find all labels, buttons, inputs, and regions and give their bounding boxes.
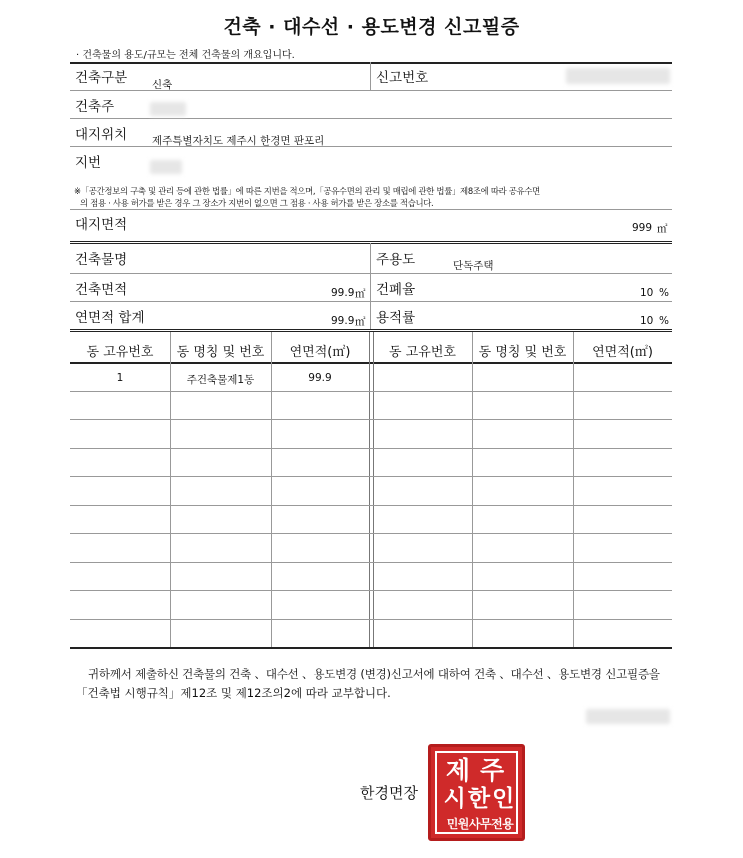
total-floor-area-label: 연면적 합계 bbox=[75, 310, 145, 326]
table-header-floor-area: 연면적(㎡) bbox=[289, 345, 351, 360]
site-location-label: 대지위치 bbox=[75, 127, 128, 143]
table-row-line bbox=[70, 533, 672, 534]
floor-area-ratio-value: 10 bbox=[640, 315, 654, 327]
redacted-lot-number bbox=[150, 160, 182, 174]
row-divider bbox=[70, 273, 672, 274]
seal-text-line2: 시한인 bbox=[443, 785, 517, 812]
report-number-label: 신고번호 bbox=[376, 70, 429, 86]
building-area-unit: ㎡ bbox=[355, 288, 366, 300]
site-location-value: 제주특별자치도 제주시 한경면 판포리 bbox=[152, 135, 325, 147]
issuer-name: 한경면장 bbox=[360, 784, 418, 802]
table-row-line bbox=[70, 505, 672, 506]
table-row-line bbox=[70, 590, 672, 591]
footer-statement-line2: 「건축법 시행규칙」제12조 및 제12조의2에 따라 교부합니다. bbox=[76, 686, 391, 700]
table-header-building-name: 동 명칭 및 번호 bbox=[176, 345, 265, 360]
building-area-label: 건축면적 bbox=[75, 282, 128, 298]
column-divider bbox=[370, 62, 371, 90]
construction-type-value: 신축 bbox=[152, 79, 173, 91]
table-header-border bbox=[70, 362, 672, 364]
lot-note-line1: ※「공간정보의 구축 및 관리 등에 관한 법률」에 따른 지번을 적으며,「공유수면의 관리 및 매립에 관한 법률」제8조에 따라 공유수면 bbox=[74, 186, 540, 196]
owner-label: 건축주 bbox=[75, 99, 115, 115]
row-divider bbox=[70, 209, 672, 210]
construction-type-label: 건축구분 bbox=[75, 70, 128, 86]
site-area-unit: ㎡ bbox=[657, 223, 668, 235]
table-header-building-id: 동 고유번호 bbox=[86, 345, 154, 360]
building-name-label: 건축물명 bbox=[75, 252, 128, 268]
main-use-label: 주용도 bbox=[376, 252, 416, 268]
table-bottom-border bbox=[70, 647, 672, 649]
table-row-line bbox=[70, 562, 672, 563]
column-divider bbox=[370, 243, 371, 329]
redacted-report-number bbox=[566, 68, 670, 84]
official-seal bbox=[428, 744, 525, 841]
top-border bbox=[70, 62, 672, 64]
table-column-line bbox=[373, 332, 374, 648]
total-floor-area-unit: ㎡ bbox=[355, 316, 366, 328]
table-top-border bbox=[70, 329, 672, 332]
site-area-value: 999 bbox=[632, 222, 653, 234]
table-row-line bbox=[70, 419, 672, 420]
row-divider bbox=[70, 118, 672, 119]
seal-text-line1: 제주 bbox=[445, 756, 515, 785]
coverage-unit: % bbox=[659, 287, 669, 299]
table-header-floor-area-2: 연면적(㎡) bbox=[592, 345, 653, 360]
site-area-label: 대지면적 bbox=[75, 217, 128, 233]
table-header-building-name-2: 동 명칭 및 번호 bbox=[478, 345, 567, 360]
total-floor-area-value: 99.9 bbox=[331, 315, 355, 327]
coverage-label: 건폐율 bbox=[376, 282, 416, 298]
seal-text-line3: 민원사무전용 bbox=[446, 817, 514, 831]
lot-note-line2: 의 점용 · 사용 허가를 받은 경우 그 장소가 지번이 없으면 그 점용 · 사용 허가를 받은 장소를 적습니다. bbox=[80, 198, 434, 208]
redacted-owner bbox=[150, 102, 186, 116]
table-column-line bbox=[472, 332, 473, 648]
row-building-id: 1 bbox=[116, 372, 124, 384]
table-row-line bbox=[70, 619, 672, 620]
table-row-line bbox=[70, 476, 672, 477]
overview-note: · 건축물의 용도/규모는 전체 건축물의 개요입니다. bbox=[76, 50, 295, 61]
row-floor-area: 99.9 bbox=[308, 372, 332, 384]
table-row-line bbox=[70, 448, 672, 449]
coverage-value: 10 bbox=[640, 287, 654, 299]
row-divider bbox=[70, 301, 672, 302]
main-use-value: 단독주택 bbox=[453, 260, 494, 272]
table-column-line bbox=[573, 332, 574, 648]
building-area-value: 99.9 bbox=[331, 287, 355, 299]
row-building-name: 주건축물제1동 bbox=[186, 374, 255, 386]
table-row-line bbox=[70, 391, 672, 392]
footer-statement-line1: 귀하께서 제출하신 건축물의 건축 、대수선 、용도변경 (변경)신고서에 대하여 건축 、대수선 、용도변경 신고필증을 bbox=[88, 667, 660, 681]
redacted-issue-date bbox=[586, 709, 670, 724]
floor-area-ratio-unit: % bbox=[659, 315, 669, 327]
lot-number-label: 지번 bbox=[75, 155, 102, 171]
table-column-line bbox=[369, 332, 370, 648]
floor-area-ratio-label: 용적률 bbox=[376, 310, 416, 326]
section-border bbox=[70, 241, 672, 244]
document-title: 건축 · 대수선 · 용도변경 신고필증 bbox=[223, 16, 520, 38]
table-header-building-id-2: 동 고유번호 bbox=[389, 345, 456, 360]
